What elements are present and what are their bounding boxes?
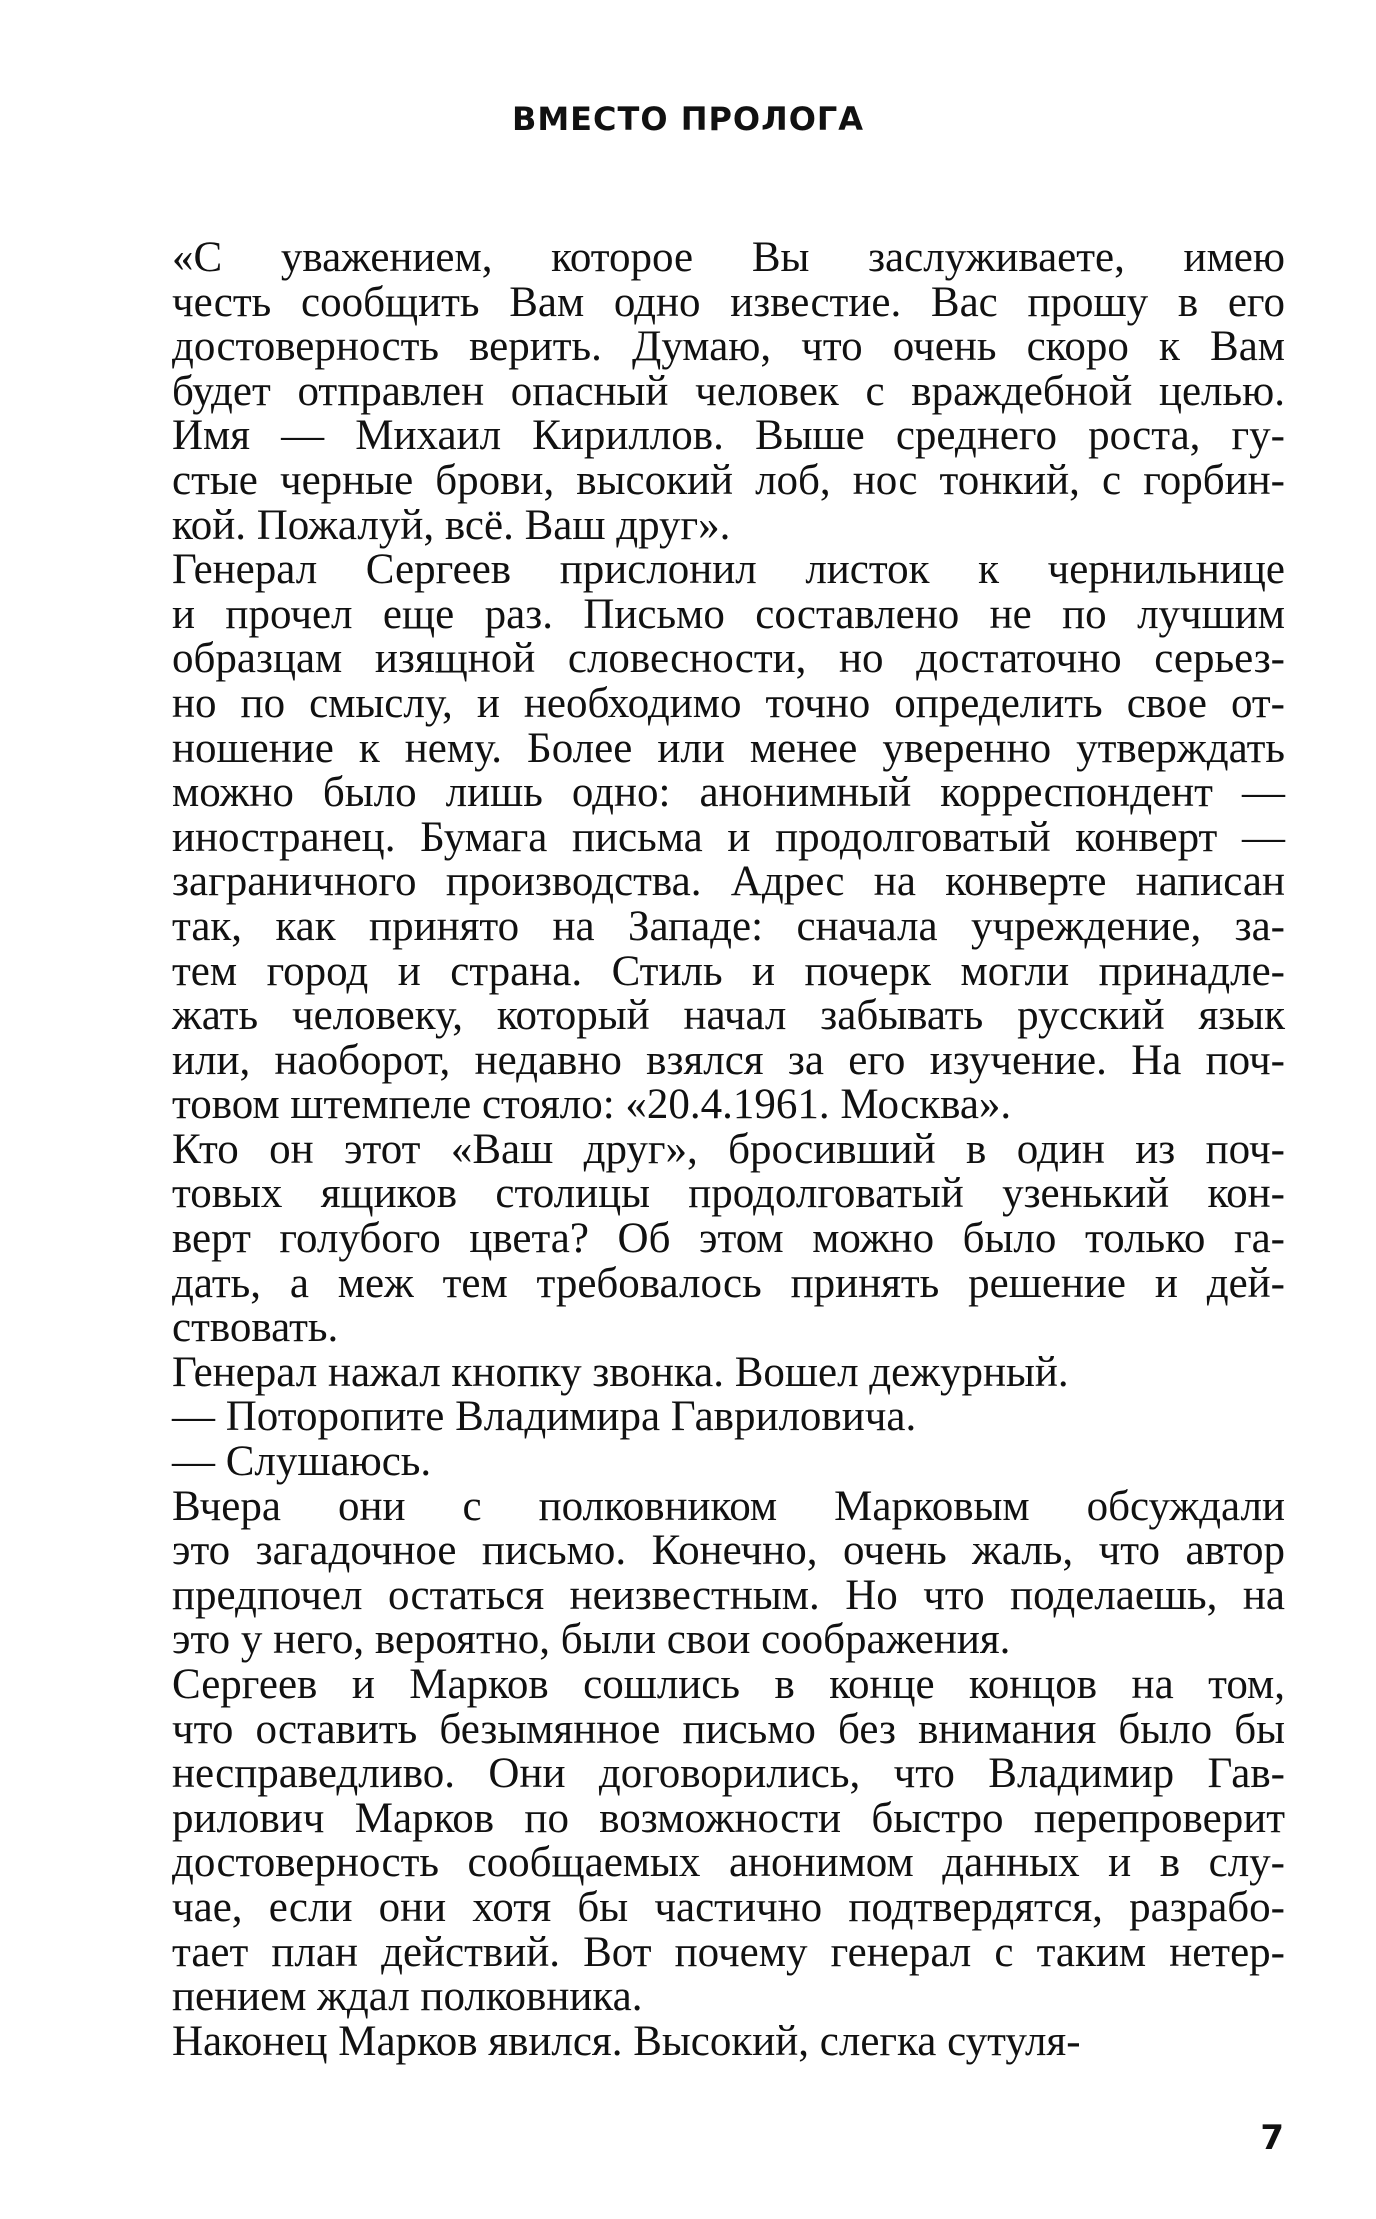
chapter-heading: ВМЕСТО ПРОЛОГА <box>511 100 865 138</box>
paragraph <box>108 1440 1285 1485</box>
text-line: это у него, вероятно, были свои соображения. <box>172 1616 1011 1664</box>
text-line: можно было лишь одно: анонимный корреспондент — <box>172 769 1285 817</box>
text-line: дать, а меж тем требовалось принять решение и дей- <box>172 1259 1285 1307</box>
text-line: несправедливо. Они договорились, что Владимир Гав- <box>172 1750 1285 1798</box>
text-line: так, как принято на Западе: сначала учреждение, за- <box>172 902 1285 950</box>
paragraph <box>108 1395 1285 1440</box>
text-line: но по смыслу, и необходимо точно определить свое от- <box>172 679 1285 727</box>
text-line: Вчера они с полковником Марковым обсуждали <box>172 1482 1285 1530</box>
text-line: жать человеку, который начал забывать русский язык <box>172 992 1285 1040</box>
text-line: ношение к нему. Более или менее уверенно утверждать <box>172 724 1285 772</box>
text-line: верт голубого цвета? Об этом можно было только га- <box>172 1215 1285 1263</box>
text-line: Имя — Михаил Кириллов. Выше среднего роста, гу- <box>172 412 1285 460</box>
text-line: Наконец Марков явился. Высокий, слегка сутуля- <box>172 2017 1081 2065</box>
text-line: пением ждал полковника. <box>172 1973 643 2021</box>
text-line: товом штемпеле стояло: «20.4.1961. Москва». <box>172 1081 1012 1129</box>
text-line: образцам изящной словесности, но достаточно серьез- <box>172 635 1285 683</box>
text-line: будет отправлен опасный человек с враждебной целью. <box>172 367 1285 415</box>
paragraph <box>108 2017 1285 2065</box>
text-line: Генерал Сергеев прислонил листок к чернильнице <box>172 546 1285 594</box>
text-line: товых ящиков столицы продолговатый узенький кон- <box>172 1170 1285 1218</box>
text-line: чае, если они хотя бы частично подтвердятся, разрабо- <box>172 1883 1285 1931</box>
paragraph <box>108 236 1285 548</box>
paragraph <box>108 548 1285 1128</box>
paragraph <box>108 1125 1285 1352</box>
text-line: Генерал нажал кнопку звонка. Вошел дежурный. <box>172 1348 1069 1396</box>
text-line: тем город и страна. Стиль и почерк могли принадле- <box>172 947 1285 995</box>
text-line: и прочел еще раз. Письмо составлено не по лучшим <box>172 590 1285 638</box>
text-line: достоверность сообщаемых анонимом данных и в слу- <box>172 1839 1285 1887</box>
text-line: предпочел остаться неизвестным. Но что поделаешь, на <box>172 1571 1285 1619</box>
text-line: это загадочное письмо. Конечно, очень жаль, что автор <box>172 1527 1285 1575</box>
text-line: что оставить безымянное письмо без внимания было бы <box>172 1705 1285 1753</box>
text-line: «С уважением, которое Вы заслуживаете, имею <box>172 234 1285 281</box>
text-line: иностранец. Бумага письма и продолговатый конверт — <box>172 813 1285 861</box>
paragraph <box>108 1482 1285 1664</box>
text-line: кой. Пожалуй, всё. Ваш друг». <box>172 501 731 549</box>
page-number: 7 <box>1260 2118 1284 2158</box>
text-line: честь сообщить Вам одно известие. Вас прошу в его <box>172 278 1285 326</box>
text-line: заграничного производства. Адрес на конверте написан <box>172 858 1285 906</box>
paragraph <box>108 1663 1285 2020</box>
text-line: Кто он этот «Ваш друг», бросивший в один из поч- <box>172 1125 1285 1173</box>
text-line: стые черные брови, высокий лоб, нос тонкий, с горбин- <box>172 456 1285 504</box>
text-line: рилович Марков по возможности быстро перепроверит <box>172 1794 1285 1842</box>
text-line: Сергеев и Марков сошлись в конце концов на том, <box>172 1661 1285 1708</box>
text-line: достоверность верить. Думаю, что очень скоро к Вам <box>172 323 1285 371</box>
text-line: ствовать. <box>172 1304 339 1352</box>
body-text <box>108 236 1285 2064</box>
text-line: — Слушаюсь. <box>172 1438 432 1486</box>
text-line: тает план действий. Вот почему генерал с таким нетер- <box>172 1928 1285 1976</box>
paragraph <box>108 1348 1285 1396</box>
text-line: — Поторопите Владимира Гавриловича. <box>172 1393 917 1441</box>
text-line: или, наоборот, недавно взялся за его изучение. На поч- <box>172 1036 1285 1084</box>
